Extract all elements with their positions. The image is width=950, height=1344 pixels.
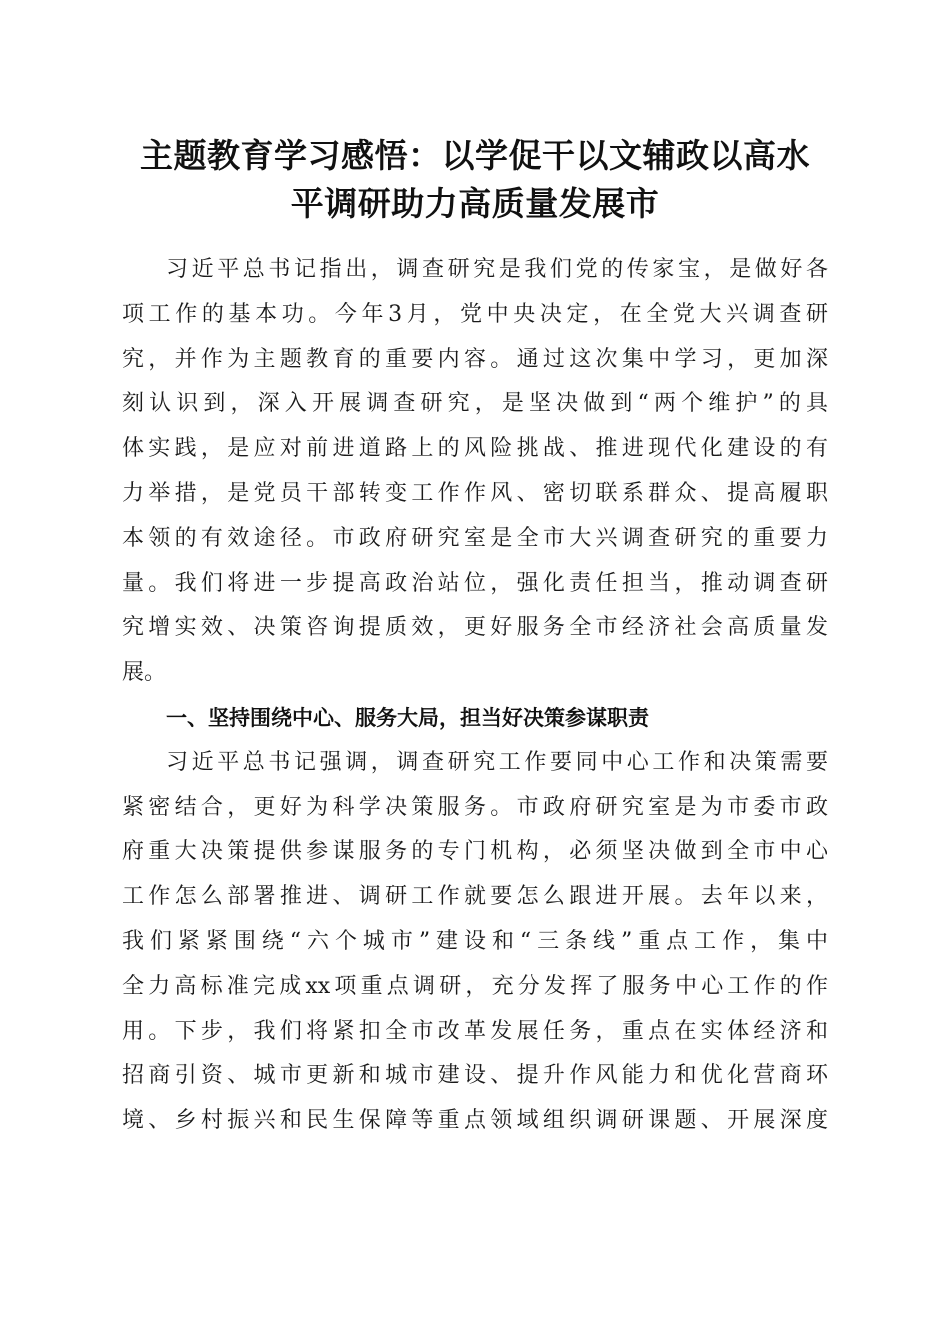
text-line: 究，并作为主题教育的重要内容。通过这次集中学习，更加深 — [122, 346, 828, 372]
text-line: 展。 — [122, 660, 167, 686]
text-line: 究增实效、决策咨询提质效，更好服务全市经济社会高质量发 — [122, 615, 828, 641]
document-body — [122, 248, 828, 1144]
text-line: 力举措，是党员干部转变工作作风、密切联系群众、提高履职 — [122, 480, 828, 506]
text-line: 工作怎么部署推进、调研工作就要怎么跟进开展。去年以来， — [122, 884, 828, 910]
text-line: 量。我们将进一步提高政治站位，强化责任担当，推动调查研 — [122, 570, 828, 596]
text-line: 刻认识到，深入开展调查研究，是坚决做到“两个维护”的具 — [122, 391, 828, 417]
paragraph-intro — [122, 248, 828, 696]
section-heading-1: 一、坚持围绕中心、服务大局，担当好决策参谋职责 — [166, 705, 649, 730]
text-line: 项工作的基本功。今年3月，党中央决定，在全党大兴调查研 — [122, 301, 828, 327]
text-line: 体实践，是应对前进道路上的风险挑战、推进现代化建设的有 — [122, 436, 828, 462]
text-line: 紧密结合，更好为科学决策服务。市政府研究室是为市委市政 — [122, 794, 828, 820]
document-title — [100, 132, 850, 228]
title-line-2: 平调研助力高质量发展市 — [290, 184, 660, 223]
text-line: 习近平总书记指出，调查研究是我们党的传家宝，是做好各 — [166, 257, 828, 282]
text-line: 全力高标准完成xx项重点调研，充分发挥了服务中心工作的作 — [122, 973, 828, 999]
text-line: 本领的有效途径。市政府研究室是全市大兴调查研究的重要力 — [122, 525, 828, 551]
paragraph-section-1 — [122, 741, 828, 1144]
text-line: 招商引资、城市更新和城市建设、提升作风能力和优化营商环 — [122, 1063, 828, 1089]
text-line: 府重大决策提供参谋服务的专门机构，必须坚决做到全市中心 — [122, 839, 828, 865]
text-line: 境、乡村振兴和民生保障等重点领域组织调研课题、开展深度 — [122, 1108, 828, 1134]
text-line: 用。下步，我们将紧扣全市改革发展任务，重点在实体经济和 — [122, 1018, 828, 1044]
title-line-1: 主题教育学习感悟：以学促干以文辅政以高水 — [140, 136, 810, 175]
text-line: 我们紧紧围绕“六个城市”建设和“三条线”重点工作，集中 — [122, 928, 828, 954]
text-line: 习近平总书记强调，调查研究工作要同中心工作和决策需要 — [166, 749, 828, 775]
